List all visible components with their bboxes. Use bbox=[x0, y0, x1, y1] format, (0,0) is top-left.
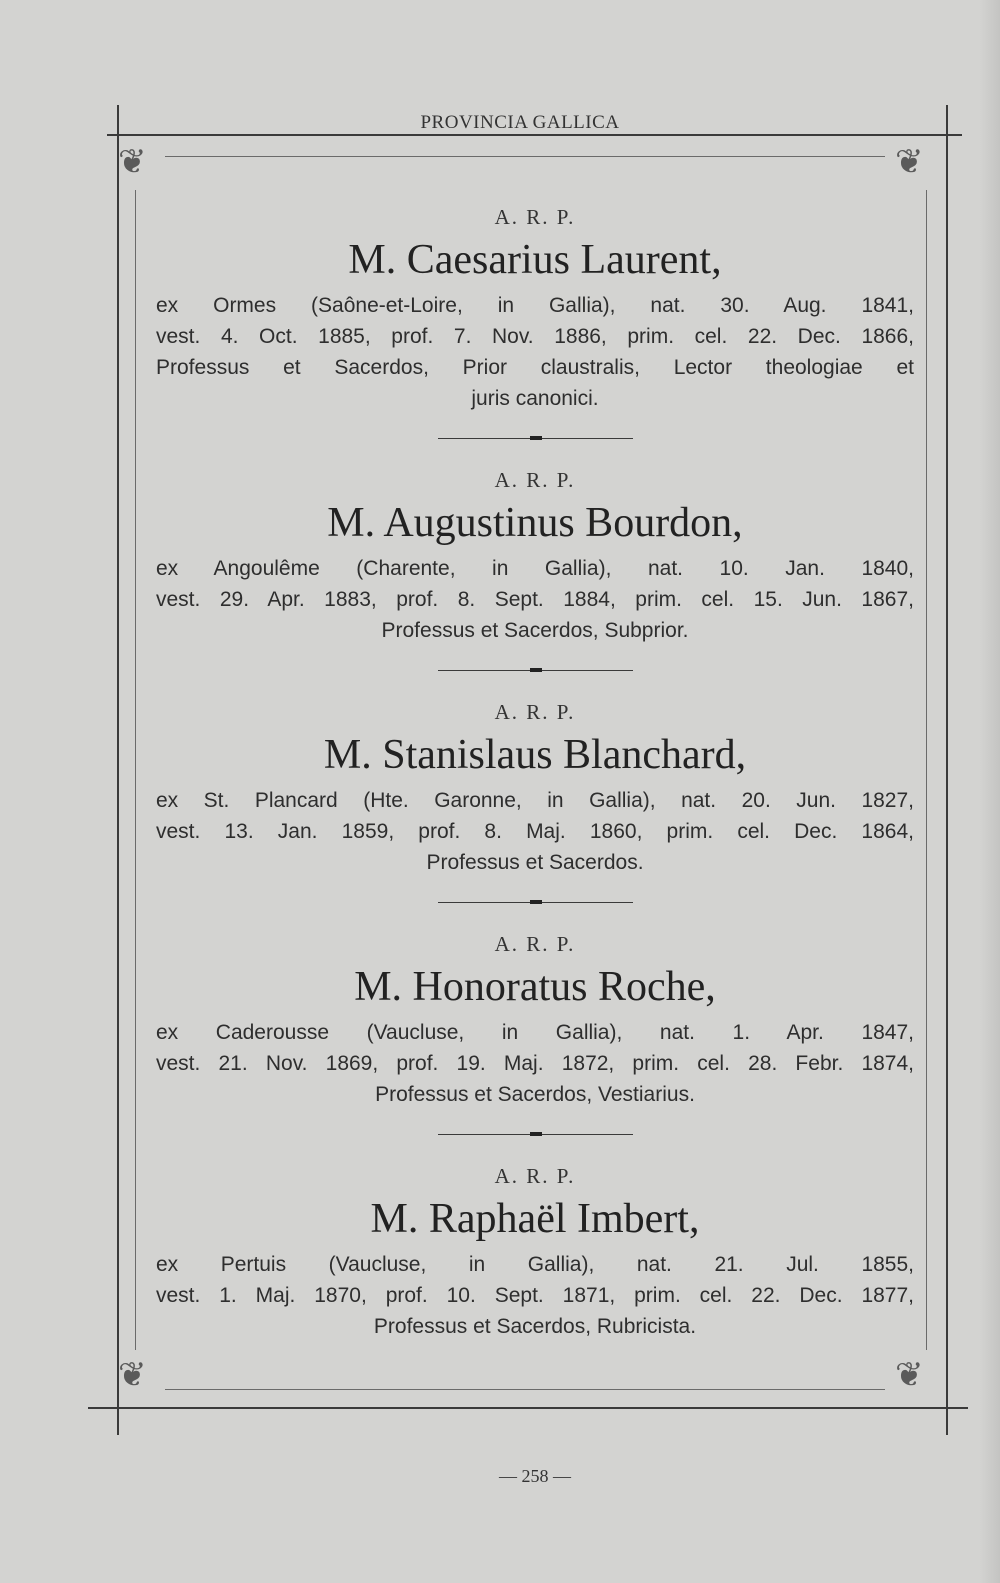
entry-name: M. Raphaël Imbert, bbox=[370, 1196, 700, 1242]
running-title: PROVINCIA GALLICA bbox=[420, 112, 620, 133]
entry-separator bbox=[438, 432, 633, 446]
detail-line: Professus et Sacerdos. bbox=[426, 851, 644, 874]
detail-line: ex Caderousse (Vaucluse, in Gallia), nat. 1. Apr. 1847, bbox=[156, 1021, 914, 1044]
detail-line: vest. 13. Jan. 1859, prof. 8. Maj. 1860, prim. cel. Dec. 1864, bbox=[156, 820, 914, 843]
entry-details bbox=[150, 1249, 920, 1342]
detail-line: ex Angoulême (Charente, in Gallia), nat. 10. Jan. 1840, bbox=[156, 557, 914, 580]
entry-honorific: A. R. P. bbox=[494, 700, 576, 724]
inner-frame-top bbox=[165, 156, 885, 157]
detail-line: juris canonici. bbox=[471, 387, 599, 410]
page-number: — 258 — bbox=[499, 1466, 571, 1486]
entry-name: M. Caesarius Laurent, bbox=[348, 237, 722, 283]
entry-honorific: A. R. P. bbox=[494, 932, 576, 956]
detail-line: vest. 4. Oct. 1885, prof. 7. Nov. 1886, prim. cel. 22. Dec. 1866, bbox=[156, 325, 914, 348]
entry-details bbox=[150, 785, 920, 878]
detail-line: Professus et Sacerdos, Subprior. bbox=[381, 619, 689, 642]
entry-imbert bbox=[150, 1164, 920, 1342]
entry-honorific: A. R. P. bbox=[494, 1164, 576, 1188]
entry-separator bbox=[438, 1128, 633, 1142]
inner-frame-left bbox=[135, 190, 136, 1350]
corner-ornament-top-left: ❦ bbox=[118, 142, 147, 182]
entry-honorific: A. R. P. bbox=[494, 205, 576, 229]
detail-line: vest. 29. Apr. 1883, prof. 8. Sept. 1884, prim. cel. 15. Jun. 1867, bbox=[156, 588, 914, 611]
page-edge-shadow bbox=[980, 0, 1000, 1583]
detail-line: Professus et Sacerdos, Rubricista. bbox=[373, 1315, 697, 1338]
entry-blanchard bbox=[150, 700, 920, 878]
entries-list bbox=[150, 205, 920, 1342]
entry-roche bbox=[150, 932, 920, 1110]
frame-left-rule bbox=[117, 105, 119, 1435]
corner-ornament-top-right: ❦ bbox=[895, 142, 924, 182]
frame-top-rule bbox=[107, 134, 962, 136]
frame-bottom-rule bbox=[88, 1407, 968, 1409]
entry-name: M. Stanislaus Blanchard, bbox=[323, 732, 747, 778]
inner-frame-right bbox=[926, 190, 927, 1350]
entry-bourdon bbox=[150, 468, 920, 646]
detail-line: ex Ormes (Saône-et-Loire, in Gallia), nat. 30. Aug. 1841, bbox=[156, 294, 914, 317]
entry-laurent bbox=[150, 205, 920, 414]
detail-line: ex St. Plancard (Hte. Garonne, in Gallia), nat. 20. Jun. 1827, bbox=[156, 789, 914, 812]
entry-honorific: A. R. P. bbox=[494, 468, 576, 492]
inner-frame-bottom bbox=[165, 1389, 885, 1390]
detail-line: Professus et Sacerdos, Prior claustralis, Lector theologiae et bbox=[156, 356, 914, 379]
detail-line: Professus et Sacerdos, Vestiarius. bbox=[375, 1083, 695, 1106]
entry-name: M. Augustinus Bourdon, bbox=[327, 500, 743, 546]
corner-ornament-bottom-right: ❦ bbox=[895, 1355, 924, 1395]
corner-ornament-bottom-left: ❦ bbox=[118, 1355, 147, 1395]
detail-line: vest. 1. Maj. 1870, prof. 10. Sept. 1871, prim. cel. 22. Dec. 1877, bbox=[156, 1284, 914, 1307]
entry-details bbox=[150, 1017, 920, 1110]
entry-details bbox=[150, 553, 920, 646]
detail-line: vest. 21. Nov. 1869, prof. 19. Maj. 1872, prim. cel. 28. Febr. 1874, bbox=[156, 1052, 914, 1075]
entry-name: M. Honoratus Roche, bbox=[354, 964, 716, 1010]
frame-right-rule bbox=[946, 105, 948, 1435]
detail-line: ex Pertuis (Vaucluse, in Gallia), nat. 21. Jul. 1855, bbox=[156, 1253, 914, 1276]
entry-details bbox=[150, 290, 920, 414]
entry-separator bbox=[438, 664, 633, 678]
entry-separator bbox=[438, 896, 633, 910]
